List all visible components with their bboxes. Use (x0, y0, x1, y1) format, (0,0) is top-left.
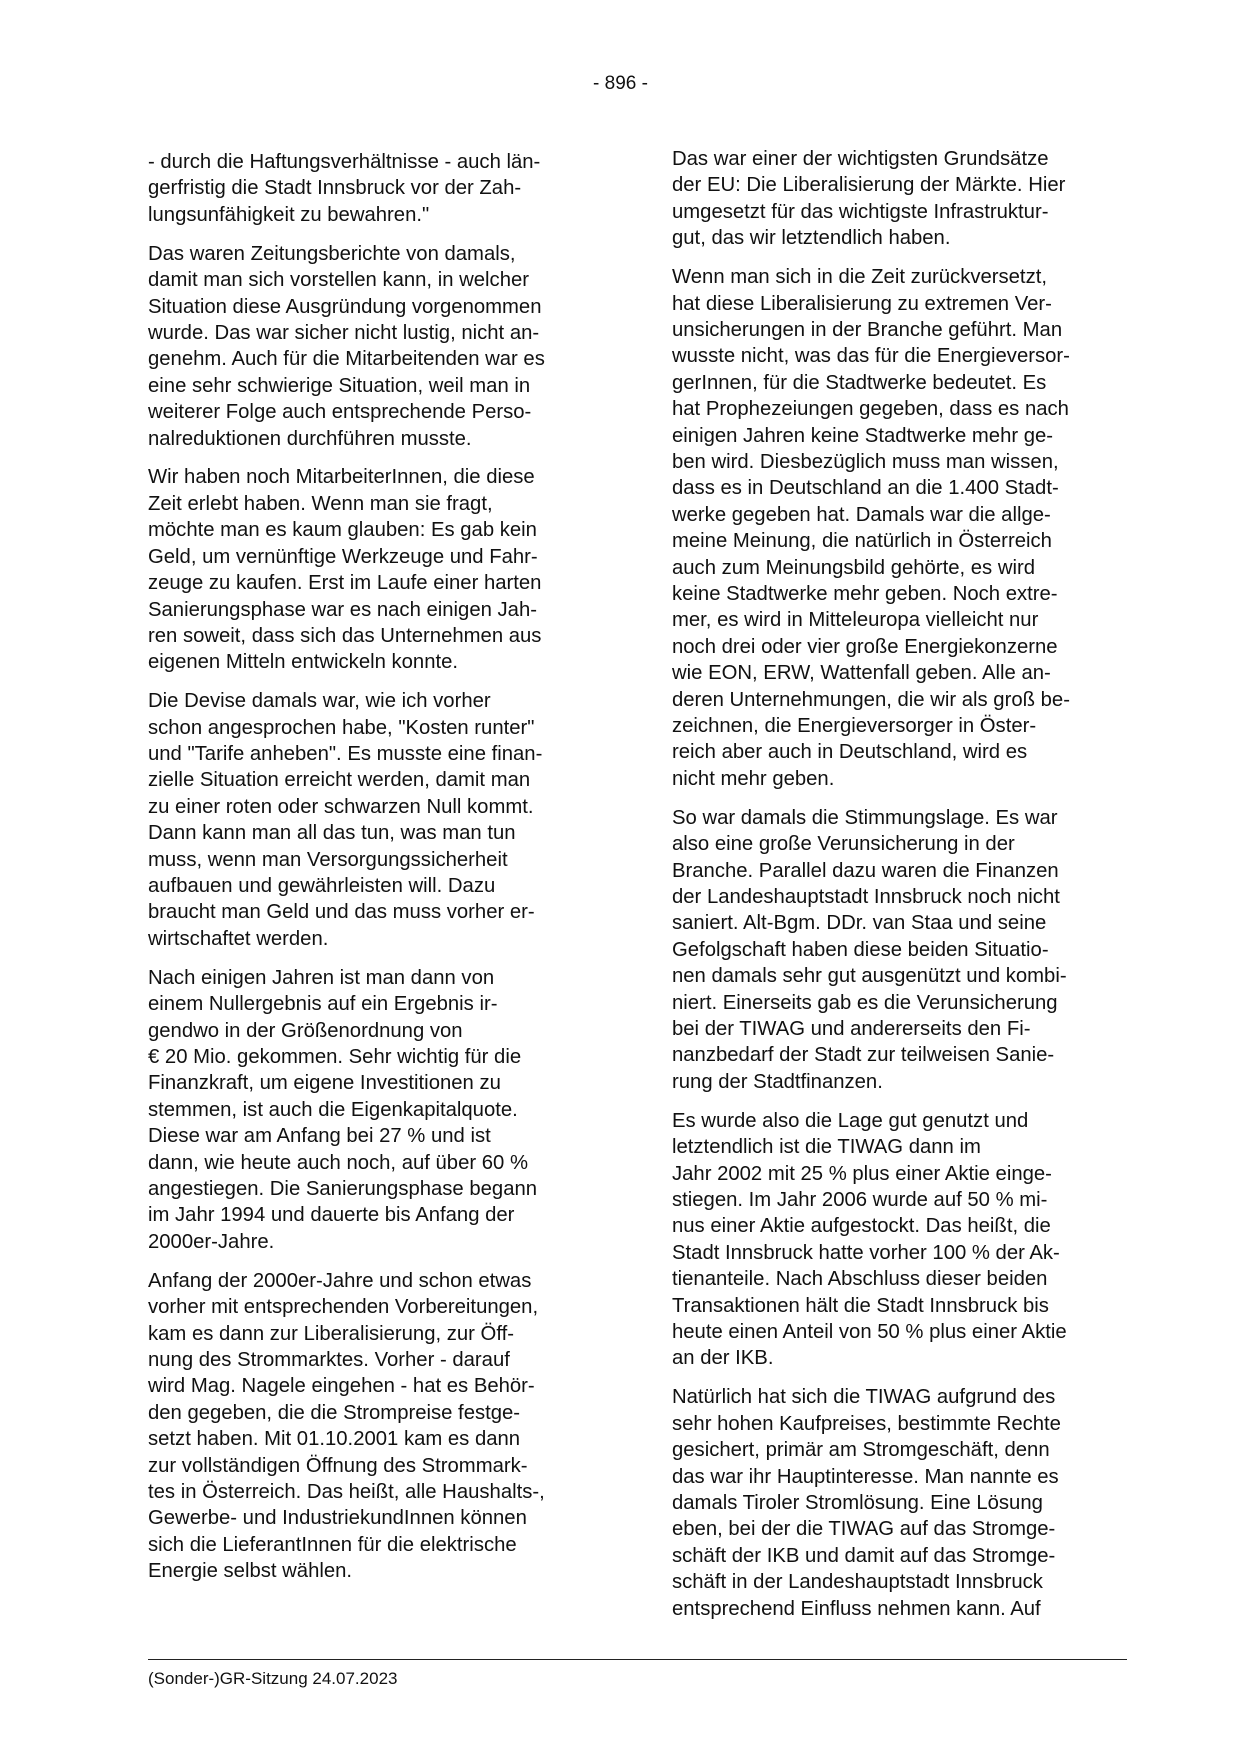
text-line: muss, wenn man Versorgungssicherheit (148, 848, 508, 871)
footer-session-label: (Sonder-)GR-Sitzung 24.07.2023 (148, 1669, 398, 1688)
text-line: einem Nullergebnis auf ein Ergebnis ir- (148, 993, 498, 1016)
text-line: gerfristig die Stadt Innsbruck vor der Zah- (148, 177, 522, 200)
text-line: Jahr 2002 mit 25 % plus einer Aktie einge- (672, 1162, 1052, 1185)
text-line: der Landeshauptstadt Innsbruck noch nicht (672, 885, 1060, 908)
text-line: und "Tarife anheben". Es musste eine finan- (148, 743, 543, 766)
text-line: eine sehr schwierige Situation, weil man in (148, 374, 531, 397)
text-line: Dann kann man all das tun, was man tun (148, 822, 516, 845)
text-line: zeichnen, die Energieversorger in Öster- (672, 715, 1037, 738)
text-line: So war damals die Stimmungslage. Es war (672, 806, 1058, 829)
paragraph (148, 149, 600, 228)
text-line: Wenn man sich in die Zeit zurückversetzt, (672, 266, 1047, 289)
text-line: rung der Stadtfinanzen. (672, 1070, 883, 1093)
text-line: nicht mehr geben. (672, 767, 835, 790)
text-line: an der IKB. (672, 1347, 774, 1370)
text-line: dass es in Deutschland an die 1.400 Stadt- (672, 477, 1059, 500)
paragraph (148, 965, 600, 1255)
text-line: nanzbedarf der Stadt zur teilweisen Sanie- (672, 1044, 1055, 1067)
paragraph (672, 146, 1124, 252)
text-line: letztendlich ist die TIWAG dann im (672, 1136, 981, 1159)
text-line: gut, das wir letztendlich haben. (672, 227, 951, 250)
text-line: schon angesprochen habe, "Kosten runter" (148, 716, 535, 739)
text-line: Gefolgschaft haben diese beiden Situatio- (672, 938, 1049, 961)
text-line: angestiegen. Die Sanierungsphase begann (148, 1178, 538, 1201)
text-line: unsicherungen in der Branche geführt. Man (672, 318, 1063, 341)
text-line: zielle Situation erreicht werden, damit man (148, 769, 531, 792)
text-line: Natürlich hat sich die TIWAG aufgrund des (672, 1386, 1056, 1409)
text-line: damit man sich vorstellen kann, in welcher (148, 269, 530, 292)
text-line: nung des Strommarktes. Vorher - darauf (148, 1348, 510, 1371)
text-line: meine Meinung, die natürlich in Österreich (672, 530, 1052, 553)
text-line: stemmen, ist auch die Eigenkapitalquote. (148, 1098, 518, 1121)
paragraph (672, 1108, 1124, 1372)
text-line: Energie selbst wählen. (148, 1560, 353, 1583)
text-line: setzt haben. Mit 01.10.2001 kam es dann (148, 1428, 521, 1451)
text-line: Wir haben noch MitarbeiterInnen, die diese (148, 466, 535, 489)
text-line: Sanierungsphase war es nach einigen Jah- (148, 598, 537, 621)
text-line: den gegeben, die die Strompreise festge- (148, 1401, 521, 1424)
text-line: Finanzkraft, um eigene Investitionen zu (148, 1072, 501, 1095)
text-line: das war ihr Hauptinteresse. Man nannte es (672, 1465, 1059, 1488)
text-line: schäft in der Landeshauptstadt Innsbruck (672, 1571, 1043, 1594)
text-line: nalreduktionen durchführen musste. (148, 427, 472, 450)
text-line: ren soweit, dass sich das Unternehmen aus (148, 624, 542, 647)
text-line: zu einer roten oder schwarzen Null kommt. (148, 795, 534, 818)
text-line: wirtschaftet werden. (148, 927, 329, 950)
text-line: eigenen Mitteln entwickeln konnte. (148, 651, 459, 674)
text-line: gesichert, primär am Stromgeschäft, denn (672, 1439, 1050, 1462)
text-line: der EU: Die Liberalisierung der Märkte. Hier (672, 174, 1066, 197)
text-line: Das war einer der wichtigsten Grundsätze (672, 148, 1049, 170)
text-line: Situation diese Ausgründung vorgenommen (148, 295, 542, 318)
text-line: Die Devise damals war, wie ich vorher (148, 690, 491, 713)
text-line: entsprechend Einfluss nehmen kann. Auf (672, 1597, 1041, 1620)
left-column (148, 149, 600, 1597)
text-line: wie EON, ERW, Wattenfall geben. Alle an- (672, 662, 1051, 685)
text-line: Geld, um vernünftige Werkzeuge und Fahr- (148, 545, 538, 568)
text-line: schäft der IKB und damit auf das Stromge- (672, 1544, 1056, 1567)
text-line: nus einer Aktie aufgestockt. Das heißt, die (672, 1215, 1051, 1238)
text-line: damals Tiroler Stromlösung. Eine Lösung (672, 1491, 1043, 1514)
text-line: Branche. Parallel dazu waren die Finanzen (672, 859, 1059, 882)
right-column (672, 146, 1124, 1634)
text-line: hat Prophezeiungen gegeben, dass es nach (672, 398, 1069, 421)
page-number: - 896 - (593, 73, 648, 94)
text-line: Transaktionen hält die Stadt Innsbruck bis (672, 1294, 1049, 1317)
text-line: auch zum Meinungsbild gehörte, es wird (672, 556, 1036, 579)
text-line: im Jahr 1994 und dauerte bis Anfang der (148, 1204, 515, 1227)
text-line: einigen Jahren keine Stadtwerke mehr ge- (672, 424, 1054, 447)
text-line: Anfang der 2000er-Jahre und schon etwas (148, 1269, 532, 1292)
text-line: dann, wie heute auch noch, auf über 60 % (148, 1151, 528, 1174)
text-line: noch drei oder vier große Energiekonzerne (672, 635, 1058, 658)
text-line: Stadt Innsbruck hatte vorher 100 % der Ak- (672, 1241, 1060, 1264)
text-line: wurde. Das war sicher nicht lustig, nicht an- (148, 321, 540, 344)
text-line: gerInnen, für die Stadtwerke bedeutet. Es (672, 371, 1047, 394)
text-line: eben, bei der die TIWAG auf das Stromge- (672, 1518, 1056, 1541)
text-line: hat diese Liberalisierung zu extremen Ver- (672, 292, 1052, 315)
paragraph (148, 688, 600, 952)
text-line: Das waren Zeitungsberichte von damals, (148, 242, 516, 265)
text-line: 2000er-Jahre. (148, 1230, 275, 1253)
text-line: sehr hohen Kaufpreises, bestimmte Rechte (672, 1412, 1061, 1435)
text-line: keine Stadtwerke mehr geben. Noch extre- (672, 583, 1058, 605)
text-line: - durch die Haftungsverhältnisse - auch län- (148, 151, 541, 173)
paragraph (672, 805, 1124, 1095)
text-line: reich aber auch in Deutschland, wird es (672, 741, 1028, 764)
paragraph (672, 1384, 1124, 1622)
text-line: braucht man Geld und das muss vorher er- (148, 901, 535, 924)
text-line: weiterer Folge auch entsprechende Perso- (148, 401, 532, 424)
text-line: möchte man es kaum glauben: Es gab kein (148, 519, 537, 542)
text-line: deren Unternehmungen, die wir als groß be- (672, 688, 1070, 711)
text-line: ben wird. Diesbezüglich muss man wissen, (672, 450, 1059, 473)
text-line: heute einen Anteil von 50 % plus einer Aktie (672, 1320, 1067, 1343)
text-line: niert. Einerseits gab es die Verunsicherung (672, 991, 1058, 1014)
footer-divider (148, 1659, 1127, 1660)
text-line: Es wurde also die Lage gut genutzt und (672, 1109, 1029, 1132)
text-line: genehm. Auch für die Mitarbeitenden war es (148, 348, 545, 371)
text-line: gendwo in der Größenordnung von (148, 1019, 463, 1042)
text-line: kam es dann zur Liberalisierung, zur Öff- (148, 1322, 514, 1345)
text-line: tienanteile. Nach Abschluss dieser beiden (672, 1268, 1048, 1291)
paragraph (148, 1268, 600, 1585)
text-line: stiegen. Im Jahr 2006 wurde auf 50 % mi- (672, 1188, 1048, 1211)
text-line: umgesetzt für das wichtigste Infrastruktur- (672, 200, 1049, 223)
text-line: sich die LieferantInnen für die elektrische (148, 1533, 517, 1556)
text-line: lungsunfähigkeit zu bewahren." (148, 203, 430, 226)
text-line: saniert. Alt-Bgm. DDr. van Staa und seine (672, 912, 1047, 935)
text-line: bei der TIWAG und andererseits den Fi- (672, 1018, 1031, 1040)
text-line: Gewerbe- und IndustriekundInnen können (148, 1507, 527, 1530)
text-line: zur vollständigen Öffnung des Strommark- (148, 1454, 528, 1477)
text-line: aufbauen und gewährleisten will. Dazu (148, 875, 496, 898)
text-line: Diese war am Anfang bei 27 % und ist (148, 1125, 491, 1148)
paragraph (672, 264, 1124, 792)
text-line: wusste nicht, was das für die Energieversor- (672, 345, 1070, 368)
text-line: vorher mit entsprechenden Vorbereitungen, (148, 1296, 539, 1319)
text-line: tes in Österreich. Das heißt, alle Haushalts-, (148, 1481, 545, 1503)
text-line: mer, es wird in Mitteleuropa vielleicht nur (672, 609, 1039, 632)
text-line: nen damals sehr gut ausgenützt und kombi- (672, 965, 1067, 988)
text-line: wird Mag. Nagele eingehen - hat es Behör- (148, 1375, 535, 1398)
text-line: werke gegeben hat. Damals war die allge- (672, 503, 1051, 526)
text-line: € 20 Mio. gekommen. Sehr wichtig für die (148, 1046, 522, 1068)
paragraph (148, 241, 600, 452)
text-line: zeuge zu kaufen. Erst im Laufe einer harten (148, 572, 542, 595)
text-line: Nach einigen Jahren ist man dann von (148, 966, 495, 989)
paragraph (148, 464, 600, 675)
text-line: also eine große Verunsicherung in der (672, 833, 1015, 856)
text-line: Zeit erlebt haben. Wenn man sie fragt, (148, 492, 493, 515)
